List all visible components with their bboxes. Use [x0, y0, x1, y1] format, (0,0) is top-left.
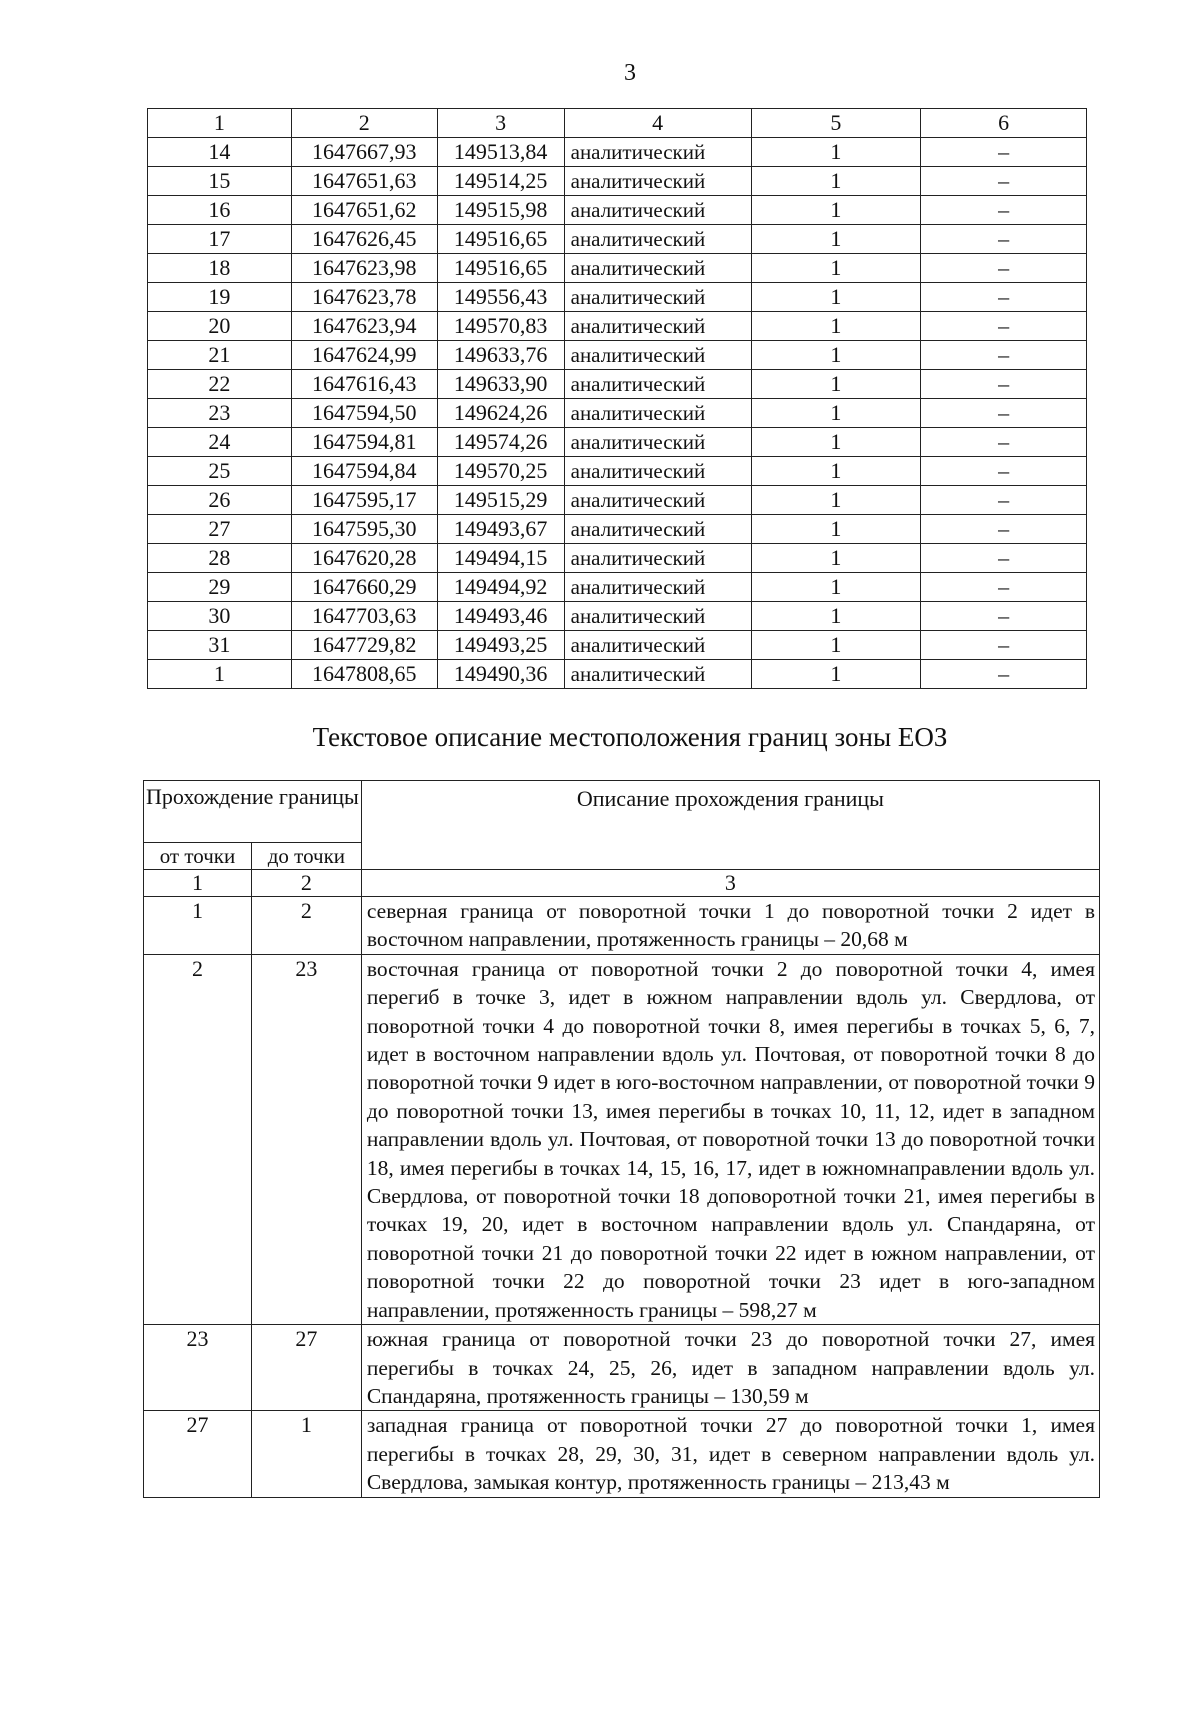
- method: аналитический: [564, 486, 751, 515]
- method: аналитический: [564, 370, 751, 399]
- column-number: 1: [148, 109, 292, 138]
- coord-y: 149516,65: [437, 225, 564, 254]
- point-number: 30: [148, 602, 292, 631]
- note: –: [921, 341, 1087, 370]
- point-number: 16: [148, 196, 292, 225]
- accuracy: 1: [751, 486, 921, 515]
- column-number: 3: [437, 109, 564, 138]
- table-row: [144, 897, 1100, 955]
- note: –: [921, 428, 1087, 457]
- coord-x: 1647667,93: [291, 138, 437, 167]
- coord-x: 1647651,63: [291, 167, 437, 196]
- note: –: [921, 457, 1087, 486]
- header-to-point: до точки: [251, 843, 361, 870]
- section-title: Текстовое описание местоположения границ зоны ЕОЗ: [312, 722, 948, 752]
- point-number: 23: [148, 399, 292, 428]
- note: –: [921, 370, 1087, 399]
- point-number: 19: [148, 283, 292, 312]
- coord-y: 149574,26: [437, 428, 564, 457]
- page-number: 3: [624, 60, 636, 86]
- point-number: 31: [148, 631, 292, 660]
- column-number: 2: [251, 870, 361, 897]
- point-number: 26: [148, 486, 292, 515]
- table-row: [144, 954, 1100, 1324]
- column-number: 6: [921, 109, 1087, 138]
- coord-y: 149570,25: [437, 457, 564, 486]
- method: аналитический: [564, 457, 751, 486]
- point-number: 14: [148, 138, 292, 167]
- coord-x: 1647620,28: [291, 544, 437, 573]
- from-point: 1: [144, 897, 252, 955]
- table-row: [148, 167, 1087, 196]
- point-number: 24: [148, 428, 292, 457]
- header-description: Описание прохождения границы: [361, 781, 1099, 870]
- accuracy: 1: [751, 660, 921, 689]
- from-point: 2: [144, 954, 252, 1324]
- table-row: [148, 573, 1087, 602]
- coord-y: 149494,92: [437, 573, 564, 602]
- coord-x: 1647729,82: [291, 631, 437, 660]
- method: аналитический: [564, 660, 751, 689]
- coord-x: 1647595,30: [291, 515, 437, 544]
- coord-x: 1647623,78: [291, 283, 437, 312]
- coord-y: 149556,43: [437, 283, 564, 312]
- table-row: [148, 544, 1087, 573]
- to-point: 27: [251, 1325, 361, 1411]
- to-point: 1: [251, 1411, 361, 1497]
- coord-y: 149490,36: [437, 660, 564, 689]
- coord-x: 1647651,62: [291, 196, 437, 225]
- table-row: [148, 515, 1087, 544]
- coord-x: 1647808,65: [291, 660, 437, 689]
- note: –: [921, 544, 1087, 573]
- accuracy: 1: [751, 138, 921, 167]
- coord-y: 149514,25: [437, 167, 564, 196]
- header-from-point: от точки: [144, 843, 252, 870]
- coord-y: 149494,15: [437, 544, 564, 573]
- method: аналитический: [564, 138, 751, 167]
- table-row: [148, 486, 1087, 515]
- table-row: [148, 341, 1087, 370]
- table-row: [148, 660, 1087, 689]
- coord-x: 1647624,99: [291, 341, 437, 370]
- method: аналитический: [564, 515, 751, 544]
- method: аналитический: [564, 196, 751, 225]
- accuracy: 1: [751, 254, 921, 283]
- coord-y: 149516,65: [437, 254, 564, 283]
- table-row: [148, 370, 1087, 399]
- accuracy: 1: [751, 341, 921, 370]
- method: аналитический: [564, 399, 751, 428]
- accuracy: 1: [751, 428, 921, 457]
- accuracy: 1: [751, 457, 921, 486]
- coord-x: 1647660,29: [291, 573, 437, 602]
- coord-x: 1647594,84: [291, 457, 437, 486]
- table-row: [148, 312, 1087, 341]
- point-number: 22: [148, 370, 292, 399]
- coord-x: 1647623,98: [291, 254, 437, 283]
- table-row: [144, 1325, 1100, 1411]
- note: –: [921, 225, 1087, 254]
- table-row: [148, 399, 1087, 428]
- coord-x: 1647623,94: [291, 312, 437, 341]
- coord-y: 149570,83: [437, 312, 564, 341]
- table-row: [148, 457, 1087, 486]
- from-point: 23: [144, 1325, 252, 1411]
- method: аналитический: [564, 254, 751, 283]
- method: аналитический: [564, 167, 751, 196]
- coord-y: 149633,90: [437, 370, 564, 399]
- coord-y: 149493,67: [437, 515, 564, 544]
- method: аналитический: [564, 428, 751, 457]
- accuracy: 1: [751, 312, 921, 341]
- coord-y: 149493,46: [437, 602, 564, 631]
- method: аналитический: [564, 573, 751, 602]
- point-number: 27: [148, 515, 292, 544]
- point-number: 17: [148, 225, 292, 254]
- accuracy: 1: [751, 602, 921, 631]
- accuracy: 1: [751, 631, 921, 660]
- coord-x: 1647595,17: [291, 486, 437, 515]
- coordinates-table: [147, 108, 1087, 689]
- note: –: [921, 399, 1087, 428]
- column-number: 4: [564, 109, 751, 138]
- note: –: [921, 254, 1087, 283]
- header-boundary-passage: Прохождение границы: [144, 781, 362, 843]
- to-point: 2: [251, 897, 361, 955]
- point-number: 1: [148, 660, 292, 689]
- table-row: [148, 196, 1087, 225]
- coord-y: 149515,98: [437, 196, 564, 225]
- table-row: [148, 225, 1087, 254]
- coord-x: 1647594,81: [291, 428, 437, 457]
- coord-x: 1647594,50: [291, 399, 437, 428]
- coord-y: 149515,29: [437, 486, 564, 515]
- note: –: [921, 138, 1087, 167]
- note: –: [921, 486, 1087, 515]
- boundary-description: западная граница от поворотной точки 27 до поворотной точки 1, имея перегибы в точках 28, 29, 30, 31, идет в северном направлении вдоль ул. Свердлова, замыкая контур, протяженность границы – 213,43 м: [361, 1411, 1099, 1497]
- accuracy: 1: [751, 399, 921, 428]
- coord-x: 1647626,45: [291, 225, 437, 254]
- point-number: 25: [148, 457, 292, 486]
- point-number: 20: [148, 312, 292, 341]
- note: –: [921, 196, 1087, 225]
- table-row: [144, 1411, 1100, 1497]
- coord-y: 149633,76: [437, 341, 564, 370]
- column-number: 5: [751, 109, 921, 138]
- accuracy: 1: [751, 573, 921, 602]
- coord-y: 149493,25: [437, 631, 564, 660]
- note: –: [921, 602, 1087, 631]
- note: –: [921, 573, 1087, 602]
- column-number: 2: [291, 109, 437, 138]
- boundary-description: южная граница от поворотной точки 23 до поворотной точки 27, имея перегибы в точках 24, 25, 26, идет в западном направлении вдоль ул. Спандаряна, протяженность границы – 130,59 м: [361, 1325, 1099, 1411]
- table-row: [148, 602, 1087, 631]
- method: аналитический: [564, 631, 751, 660]
- coord-x: 1647703,63: [291, 602, 437, 631]
- boundary-description: восточная граница от поворотной точки 2 до поворотной точки 4, имея перегиб в точке 3, идет в южном направлении вдоль ул. Свердлова, от поворотной точки 4 до поворотной точки 8, имея перегибы в точках 5, 6, 7, идет в восточном направлении вдоль ул. Почтовая, от поворотной точки 8 до поворотной точки 9 идет в юго-восточном направлении, от поворотной точки 9 до поворотной точки 13, имея перегибы в точках 10, 11, 12, идет в западном направлении вдоль ул. Почтовая, от поворотной точки 13 до поворотной точки 18, имея перегибы в точках 14, 15, 16, 17, идет в южномнаправлении вдоль ул. Свердлова, от поворотной точки 18 доповоротной точки 21, имея перегибы в точках 19, 20, идет в восточном направлении вдоль ул. Спандаряна, от поворотной точки 21 до поворотной точки 22 идет в южном направлении, от поворотной точки 22 до поворотной точки 23 идет в юго-западном направлении, протяженность границы – 598,27 м: [361, 954, 1099, 1324]
- note: –: [921, 515, 1087, 544]
- note: –: [921, 283, 1087, 312]
- point-number: 29: [148, 573, 292, 602]
- method: аналитический: [564, 602, 751, 631]
- method: аналитический: [564, 341, 751, 370]
- method: аналитический: [564, 225, 751, 254]
- boundary-description: северная граница от поворотной точки 1 до поворотной точки 2 идет в восточном направлении, протяженность границы – 20,68 м: [361, 897, 1099, 955]
- boundary-description-table: [143, 780, 1100, 1498]
- point-number: 18: [148, 254, 292, 283]
- point-number: 28: [148, 544, 292, 573]
- accuracy: 1: [751, 370, 921, 399]
- method: аналитический: [564, 544, 751, 573]
- accuracy: 1: [751, 544, 921, 573]
- accuracy: 1: [751, 167, 921, 196]
- note: –: [921, 312, 1087, 341]
- coord-x: 1647616,43: [291, 370, 437, 399]
- accuracy: 1: [751, 196, 921, 225]
- accuracy: 1: [751, 515, 921, 544]
- accuracy: 1: [751, 283, 921, 312]
- from-point: 27: [144, 1411, 252, 1497]
- coord-y: 149624,26: [437, 399, 564, 428]
- method: аналитический: [564, 283, 751, 312]
- note: –: [921, 660, 1087, 689]
- point-number: 21: [148, 341, 292, 370]
- method: аналитический: [564, 312, 751, 341]
- table-row: [148, 428, 1087, 457]
- accuracy: 1: [751, 225, 921, 254]
- coordinates-header-row: [148, 109, 1087, 138]
- column-number: 1: [144, 870, 252, 897]
- table-row: [148, 254, 1087, 283]
- table-row: [148, 283, 1087, 312]
- to-point: 23: [251, 954, 361, 1324]
- coord-y: 149513,84: [437, 138, 564, 167]
- note: –: [921, 167, 1087, 196]
- note: –: [921, 631, 1087, 660]
- point-number: 15: [148, 167, 292, 196]
- table-row: [148, 631, 1087, 660]
- column-number: 3: [361, 870, 1099, 897]
- table-row: [148, 138, 1087, 167]
